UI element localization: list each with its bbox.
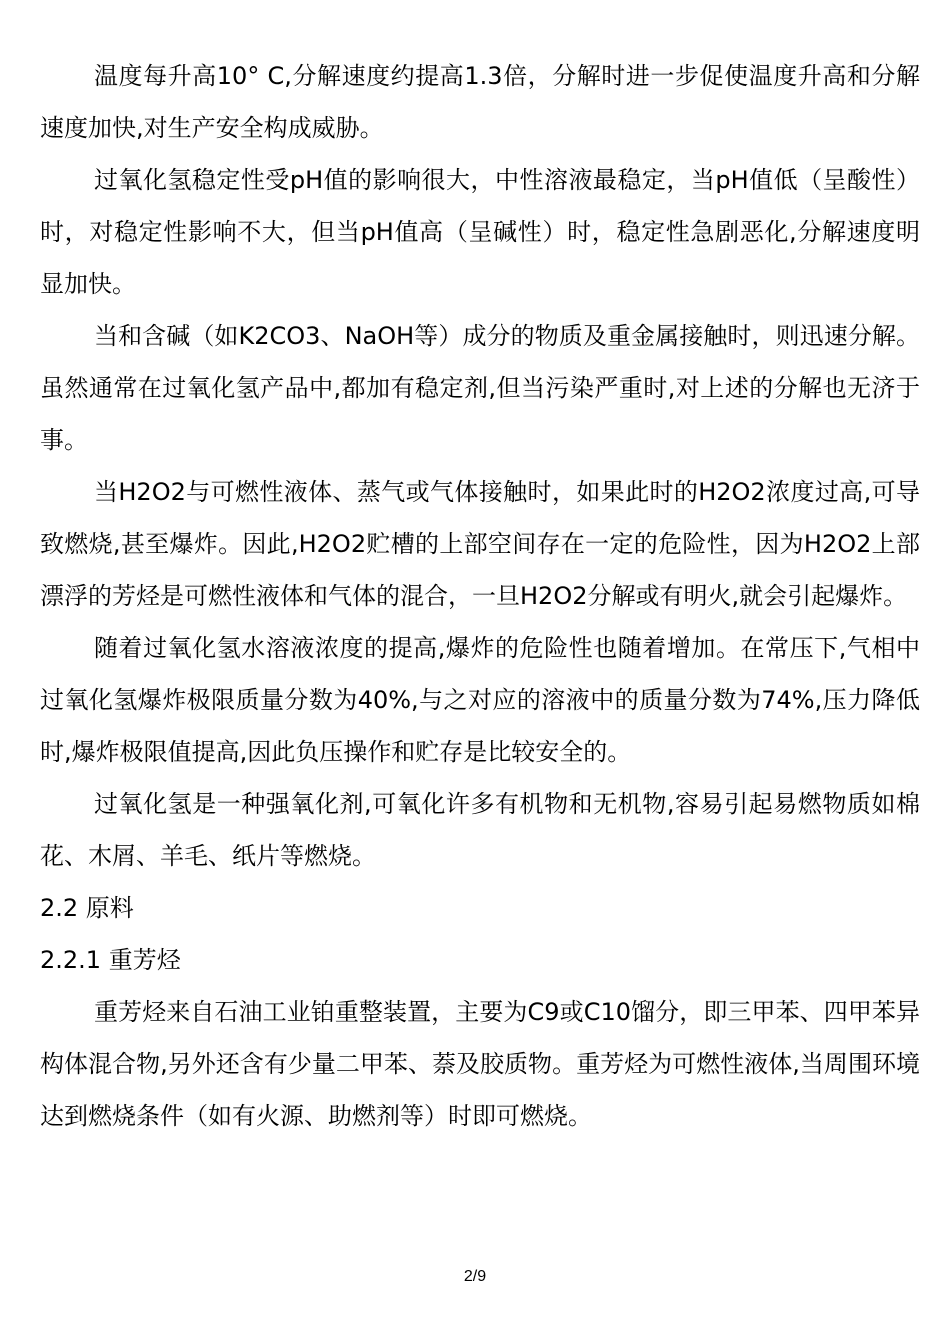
paragraph-flammable-contact: 当H2O2与可燃性液体、蒸气或气体接触时，如果此时的H2O2浓度过高,可导致燃烧,甚至爆炸。因此,H2O2贮槽的上部空间存在一定的危险性，因为H2O2上部漂浮的芳烃是可燃性液体和气体的混合，一旦H2O2分解或有明火,就会引起爆炸。 xyxy=(40,478,920,610)
paragraph-explosion-limit: 随着过氧化氢水溶液浓度的提高,爆炸的危险性也随着增加。在常压下,气相中过氧化氢爆炸极限质量分数为40%,与之对应的溶液中的质量分数为74%,压力降低时,爆炸极限值提高,因此负压操作和贮存是比较安全的。 xyxy=(40,634,920,766)
paragraph-ph-stability: 过氧化氢稳定性受pH值的影响很大，中性溶液最稳定，当pH值低（呈酸性）时，对稳定性影响不大，但当pH值高（呈碱性）时，稳定性急剧恶化,分解速度明显加快。 xyxy=(40,166,920,298)
paragraph-oxidizer: 过氧化氢是一种强氧化剂,可氧化许多有机物和无机物,容易引起易燃物质如棉花、木屑、羊毛、纸片等燃烧。 xyxy=(40,790,920,870)
section-heading: 2.2 原料 xyxy=(40,894,134,922)
page-number: 2/9 xyxy=(463,1268,487,1285)
paragraph-temperature: 温度每升高10° C,分解速度约提高1.3倍，分解时进一步促使温度升高和分解速度加快,对生产安全构成威胁。 xyxy=(40,62,920,142)
paragraph-heavy-aromatics: 重芳烃来自石油工业铂重整装置，主要为C9或C10馏分，即三甲苯、四甲苯异构体混合物,另外还含有少量二甲苯、萘及胶质物。重芳烃为可燃性液体,当周围环境达到燃烧条件（如有火源、助燃剂等）时即可燃烧。 xyxy=(40,998,920,1130)
document-page xyxy=(40,50,920,1142)
paragraph-alkali-contact: 当和含碱（如K2CO3、NaOH等）成分的物质及重金属接触时，则迅速分解。虽然通常在过氧化氢产品中,都加有稳定剂,但当污染严重时,对上述的分解也无济于事。 xyxy=(40,322,920,454)
subsection-heading: 2.2.1 重芳烃 xyxy=(40,946,181,974)
